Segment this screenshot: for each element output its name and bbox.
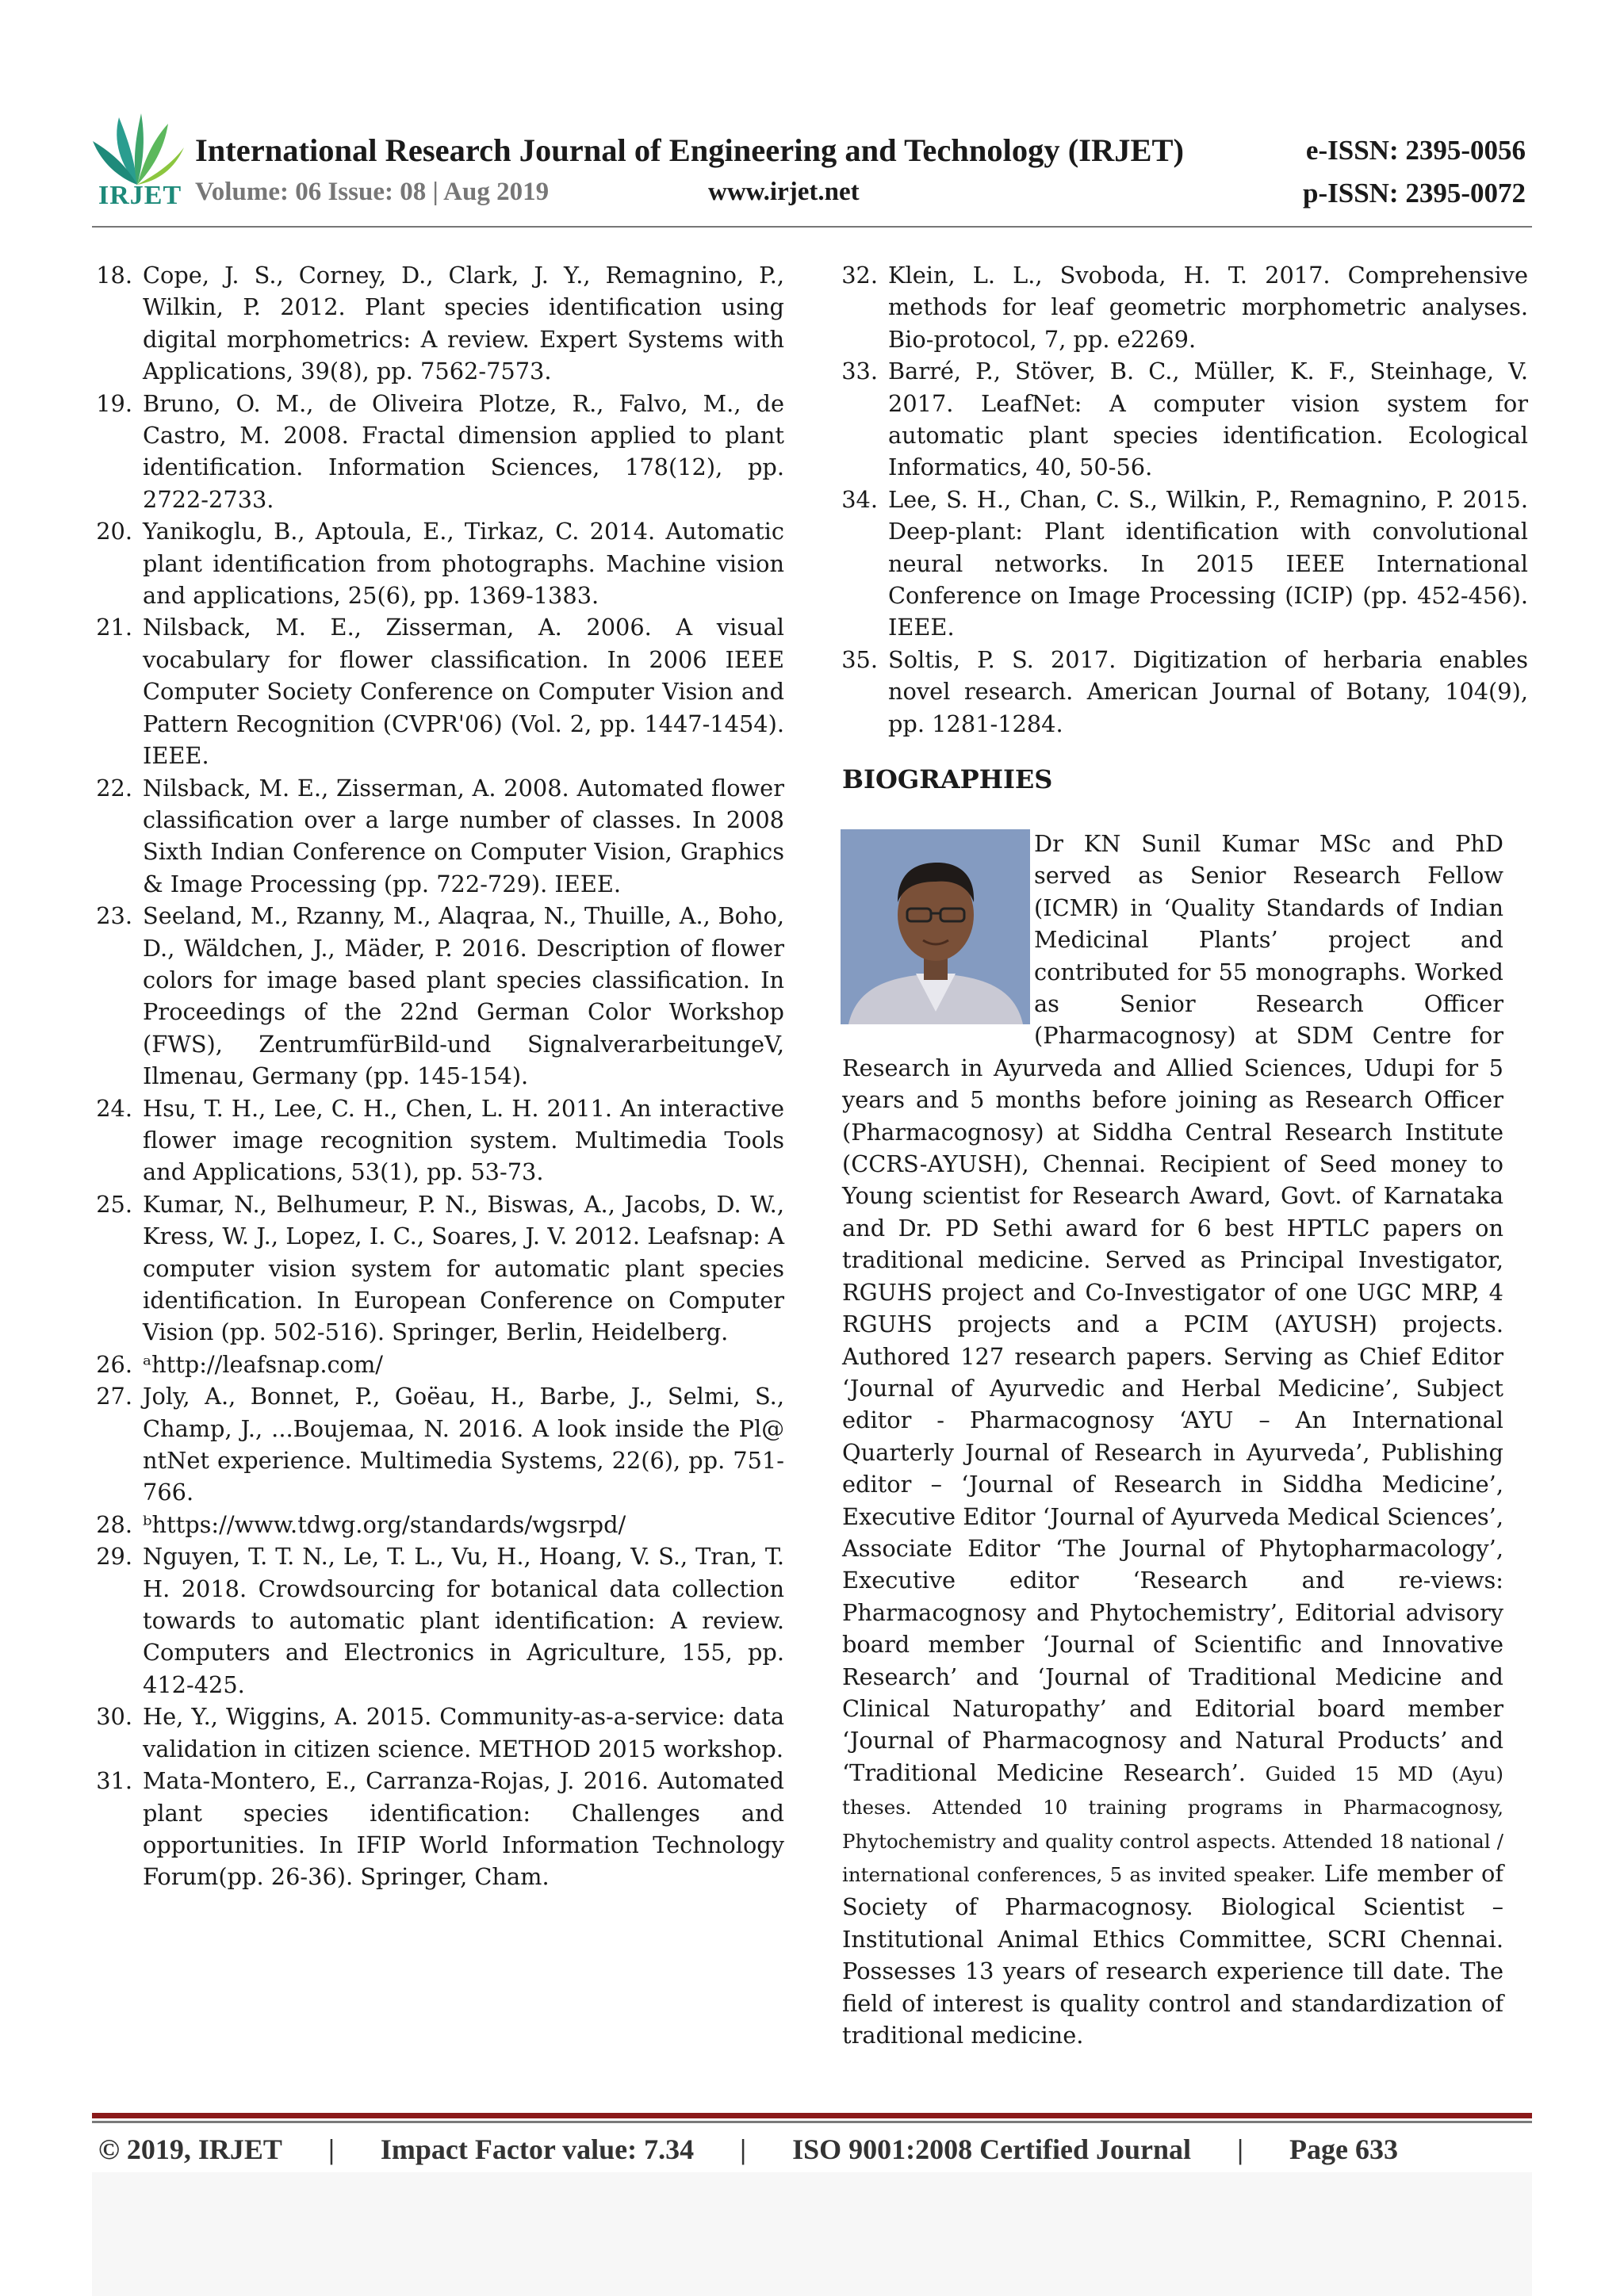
- reference-text: Nilsback, M. E., Zisserman, A. 2006. A visual vocabulary for flower classification. In 2006 IEEE Computer Society Conference on Computer Vision and Pattern Recognition (CVPR'06) (Vol. 2, pp. 1447-1454). IEEE.: [143, 614, 784, 770]
- reference-item: [96, 1701, 784, 1765]
- reference-number: 21.: [96, 614, 132, 641]
- journal-title: International Research Journal of Engineering and Technology (IRJET): [195, 132, 1184, 168]
- biography-small: Guided 15 MD (Ayu) theses. Attended 10 training programs in Pharmacognosy, Phytochemistry and quality control aspects. Attended 18 national / international conferences, 5 as invited speaker.: [842, 1762, 1503, 1886]
- reference-item: [841, 644, 1528, 740]
- reference-text: Barré, P., Stöver, B. C., Müller, K. F., Steinhage, V. 2017. LeafNet: A computer vision system for automatic plant species identification. Ecological Informatics, 40, 50-56.: [888, 358, 1528, 481]
- header-divider: [92, 226, 1532, 228]
- reference-number: 34.: [841, 485, 878, 513]
- reference-number: 35.: [841, 645, 878, 673]
- biography-end: Life member of Society of Pharmacognosy. Biological Scientist – Institutional Animal Ethics Committee, SCRI Chennai. Possesses 13 years of research experience till date. The field of interest is quality control and standardization of traditional medicine.: [842, 1860, 1504, 2049]
- footer-impact-factor: Impact Factor value: 7.34: [380, 2133, 695, 2165]
- pissn: p-ISSN: 2395-0072: [1302, 178, 1526, 209]
- reference-text: Nguyen, T. T. N., Le, T. L., Vu, H., Hoang, V. S., Tran, T. H. 2018. Crowdsourcing for botanical data collection towards to automatic plant identification: A review. Computers and Electronics in Agriculture, 155, pp. 412-425.: [143, 1543, 784, 1698]
- footer-background: [92, 2172, 1532, 2296]
- reference-item: [96, 900, 784, 1092]
- reference-number: 29.: [96, 1543, 132, 1571]
- reference-item: [96, 1188, 784, 1349]
- reference-number: 31.: [96, 1767, 132, 1795]
- reference-text: Hsu, T. H., Lee, C. H., Chen, L. H. 2011. An interactive flower image recognition system. Multimedia Tools and Applications, 53(1), pp. 53-73.: [143, 1094, 784, 1186]
- volume-issue: Volume: 06 Issue: 08 | Aug 2019: [195, 178, 550, 206]
- reference-text: Mata-Montero, E., Carranza-Rojas, J. 2016. Automated plant species identification: Challenges and opportunities. In IFIP World Information Technology Forum(pp. 26-36). Springer, Cham.: [143, 1767, 784, 1891]
- reference-text: Joly, A., Bonnet, P., Goëau, H., Barbe, J., Selmi, S., Champ, J., ...Boujemaa, N. 2016. A look inside the Pl@ ntNet experience. Multimedia Systems, 22(6), pp. 751-766.: [143, 1383, 784, 1506]
- reference-text: He, Y., Wiggins, A. 2015. Community-as-a-service: data validation in citizen science. METHOD 2015 workshop.: [143, 1703, 784, 1762]
- reference-item: [96, 515, 784, 611]
- reference-item: [96, 259, 784, 388]
- references-left-column: [96, 259, 784, 1893]
- reference-number: 19.: [96, 389, 132, 417]
- references-right-column: [841, 259, 1528, 740]
- reference-text: Lee, S. H., Chan, C. S., Wilkin, P., Remagnino, P. 2015. Deep-plant: Plant identification with convolutional neural networks. In 2015 IEEE International Conference on Image Processing (ICIP) (pp. 452-456). IEEE.: [888, 485, 1528, 641]
- reference-item: [96, 1765, 784, 1893]
- reference-item: [96, 1380, 784, 1509]
- reference-number: 30.: [96, 1703, 132, 1731]
- footer-separator: |: [327, 2133, 335, 2165]
- reference-link[interactable]: ᵃhttp://leafsnap.com/: [143, 1350, 383, 1378]
- reference-item: [96, 1349, 784, 1380]
- footer-separator: |: [740, 2133, 747, 2165]
- reference-text: Klein, L. L., Svoboda, H. T. 2017. Comprehensive methods for leaf geometric morphometric analyses. Bio-protocol, 7, pp. e2269.: [888, 262, 1528, 353]
- reference-text: Bruno, O. M., de Oliveira Plotze, R., Falvo, M., de Castro, M. 2008. Fractal dimension applied to plant identification. Information Sciences, 178(12), pp. 2722-2733.: [143, 389, 784, 513]
- page-header: [0, 0, 1624, 238]
- reference-number: 32.: [841, 262, 878, 289]
- reference-number: 22.: [96, 774, 132, 802]
- reference-number: 33.: [841, 358, 878, 385]
- footer-iso: ISO 9001:2008 Certified Journal: [792, 2133, 1192, 2165]
- page-footer: [98, 2133, 1398, 2166]
- reference-text: Kumar, N., Belhumeur, P. N., Biswas, A., Jacobs, D. W., Kress, W. J., Lopez, I. C., Soares, J. V. 2012. Leafsnap: A computer vision system for automatic plant species identification. In European Conference on Computer Vision (pp. 502-516). Springer, Berlin, Heidelberg.: [143, 1190, 784, 1346]
- reference-number: 20.: [96, 518, 132, 545]
- reference-item: [96, 1540, 784, 1701]
- reference-number: 27.: [96, 1383, 132, 1410]
- footer-divider-thin: [92, 2121, 1532, 2123]
- eissn: e-ISSN: 2395-0056: [1305, 135, 1526, 166]
- footer-divider: [92, 2113, 1532, 2118]
- reference-number: 18.: [96, 262, 132, 289]
- reference-item: [841, 355, 1528, 484]
- reference-text: Nilsback, M. E., Zisserman, A. 2008. Automated flower classification over a large number of classes. In 2008 Sixth Indian Conference on Computer Vision, Graphics & Image Processing (pp. 722-729). IEEE.: [143, 774, 784, 897]
- biography-main: Dr KN Sunil Kumar MSc and PhD served as Senior Research Fellow (ICMR) in ‘Quality Standards of Indian Medicinal Plants’ project and contributed for 55 monographs. Worked as Senior Research Officer (Pharmacognosy) at SDM Centre for Research in Ayurveda and Allied Sciences, Udupi for 5 years and 5 months before joining as Research Officer (Pharmacognosy) at Siddha Central Research Institute (CCRS-AYUSH), Chennai. Recipient of Seed money to Young scientist for Research Award, Govt. of Karnataka and Dr. PD Sethi award for 6 best HPTLC papers on traditional medicine. Served as Principal Investigator, RGUHS project and Co-Investigator of one UGC MRP, 4 RGUHS projects and a PCIM (AYUSH) projects. Authored 127 research papers. Serving as Chief Editor ‘Journal of Ayurvedic and Herbal Medicine’, Subject editor - Pharmacognosy ‘AYU – An International Quarterly Journal of Research in Ayurveda’, Publishing editor – ‘Journal of Research in Siddha Medicine’, Executive Editor ‘Journal of Ayurveda Medical Sciences’, Associate Editor ‘The Journal of Phytopharmacology’, Executive editor ‘Research and re-views: Pharmacognosy and Phytochemistry’, Editorial advisory board member ‘Journal of Scientific and Innovative Research’ and ‘Journal of Traditional Medicine and Clinical Naturopathy’ and Editorial board member ‘Journal of Pharmacognosy and Natural Products’ and ‘Traditional Medicine Research’.: [842, 830, 1503, 1786]
- reference-number: 28.: [96, 1510, 132, 1538]
- reference-link[interactable]: ᵇhttps://www.tdwg.org/standards/wgsrpd/: [143, 1510, 626, 1538]
- reference-text: Yanikoglu, B., Aptoula, E., Tirkaz, C. 2014. Automatic plant identification from photographs. Machine vision and applications, 25(6), pp. 1369-1383.: [143, 518, 784, 610]
- reference-item: [96, 1509, 784, 1540]
- biography-text: [842, 828, 1503, 2051]
- reference-item: [841, 259, 1528, 355]
- biographies-heading: BIOGRAPHIES: [842, 764, 1053, 794]
- reference-item: [841, 484, 1528, 644]
- reference-item: [96, 611, 784, 771]
- reference-number: 25.: [96, 1190, 132, 1218]
- reference-text: Seeland, M., Rzanny, M., Alaqraa, N., Thuille, A., Boho, D., Wäldchen, J., Mäder, P. 2016. Description of flower colors for image based plant species classification. In Proceedings of the 22nd German Color Workshop (FWS), ZentrumfürBild-und SignalverarbeitungeV, Ilmenau, Germany (pp. 145-154).: [143, 902, 784, 1090]
- reference-number: 24.: [96, 1094, 132, 1122]
- footer-page-number: Page 633: [1289, 2133, 1398, 2165]
- reference-text: Soltis, P. S. 2017. Digitization of herbaria enables novel research. American Journal of Botany, 104(9), pp. 1281-1284.: [888, 645, 1528, 737]
- reference-item: [96, 1093, 784, 1188]
- reference-number: 23.: [96, 902, 132, 930]
- reference-item: [96, 388, 784, 516]
- reference-item: [96, 772, 784, 901]
- reference-text: Cope, J. S., Corney, D., Clark, J. Y., Remagnino, P., Wilkin, P. 2012. Plant species identification using digital morphometrics: A review. Expert Systems with Applications, 39(8), pp. 7562-7573.: [143, 262, 784, 385]
- logo-text: IRJET: [98, 181, 182, 210]
- reference-number: 26.: [96, 1350, 132, 1378]
- journal-website-link[interactable]: www.irjet.net: [708, 178, 860, 206]
- footer-copyright: © 2019, IRJET: [98, 2133, 282, 2165]
- footer-separator: |: [1237, 2133, 1243, 2165]
